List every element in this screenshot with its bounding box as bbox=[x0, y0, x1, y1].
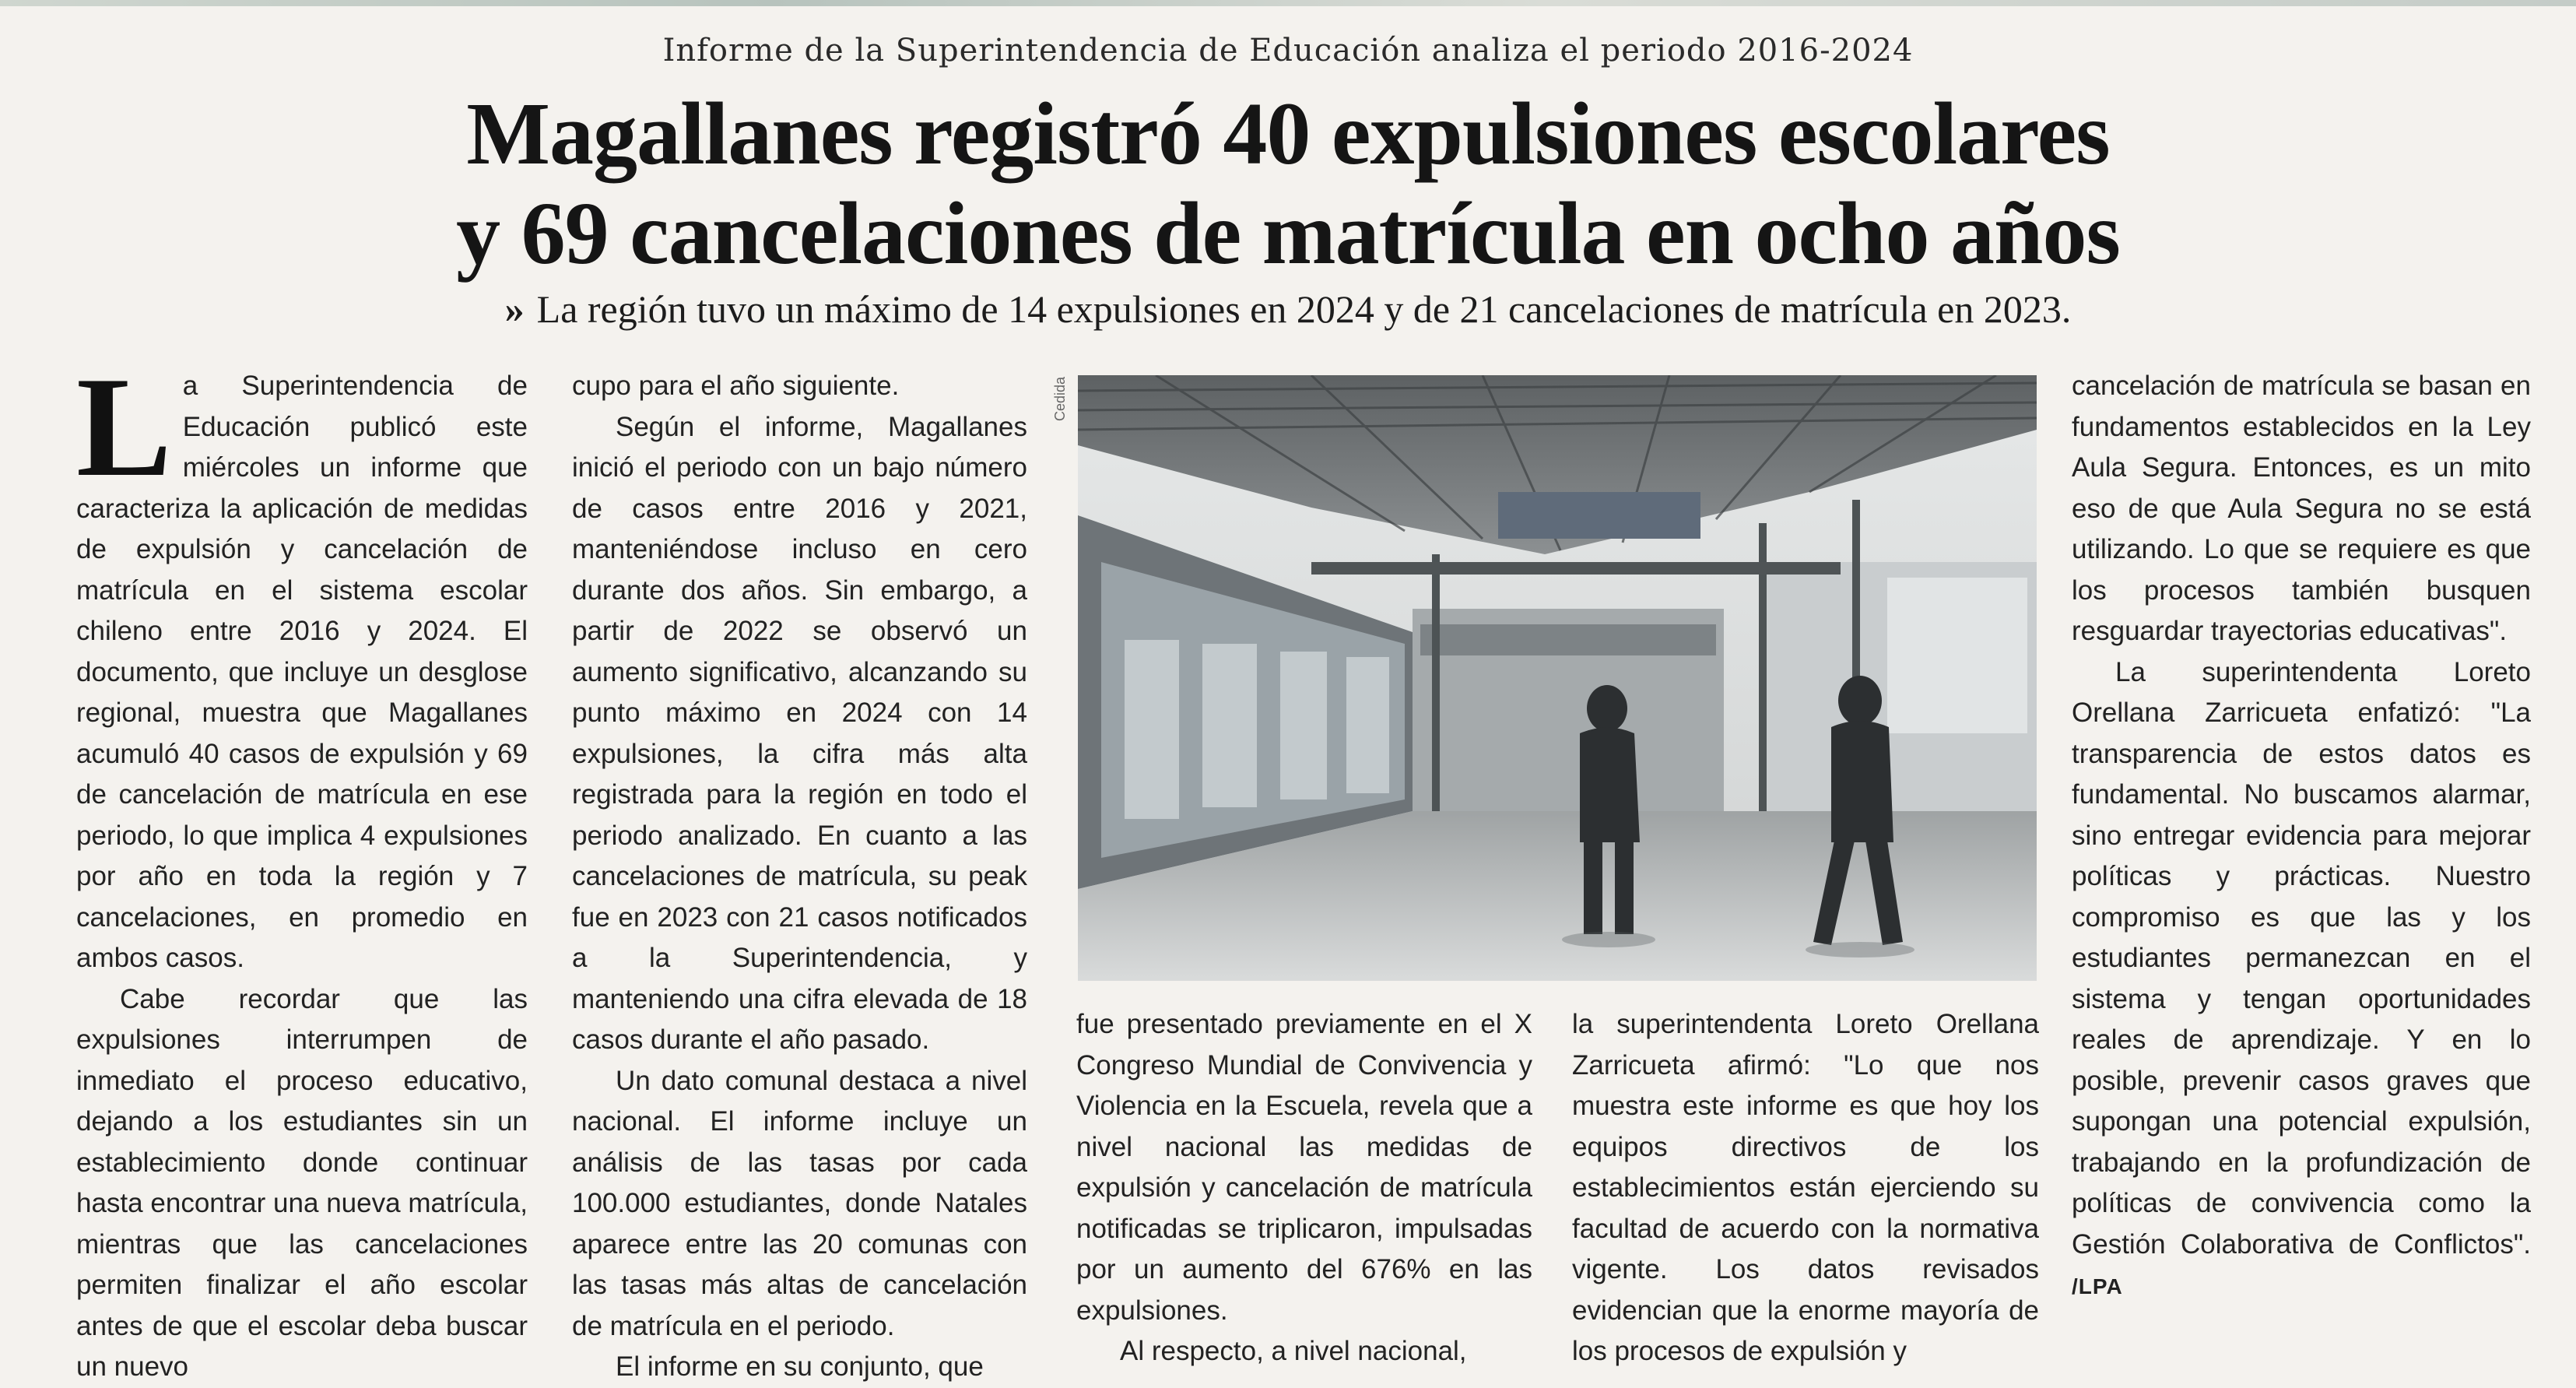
paragraph: cupo para el año siguiente. bbox=[572, 371, 900, 401]
body-column-2 bbox=[572, 366, 1027, 1382]
dropcap-letter: L bbox=[76, 347, 172, 506]
paragraph-text: La superintendenta Loreto Orellana Zarricueta enfatizó: "La transparencia de estos datos es fundamental. No buscamos alarmar, sino entregar evidencia para mejorar políticas y prácticas. Nuestro compromiso es que las y los estudiantes permanezcan en el sistema y tengan oportunidades reales de aprendizaje. Y en lo posible, prevenir casos graves que supongan una potencial expulsión, trabajando en la profundización de políticas de convivencia como la Gestión Colaborativa de Conflictos". bbox=[2072, 656, 2531, 1260]
paragraph: Según el informe, Magallanes inició el periodo con un bajo número de casos entre 2016 y 2021, manteniéndose incluso en cero durante dos años. Sin embargo, a partir de 2022 se observó un aumento significativo, alcanzando su punto máximo en 2024 con 14 expulsiones, la cifra más alta registrada para la región en todo el periodo analizado. En cuanto a las cancelaciones de matrícula, su peak fue en 2023 con 21 casos notificados a la Superintendencia, y manteniendo una cifra elevada de 18 casos durante el año pasado. bbox=[572, 411, 1027, 1055]
paragraph: Al respecto, a nivel nacional, bbox=[1120, 1336, 1467, 1366]
paragraph: cancelación de matrícula se basan en fundamentos establecidos en la Ley Aula Segura. Entonces, es un mito eso de que Aula Segura no se está utilizando. Lo que se requiere es que los procesos también busquen resguardar trayectorias educativas". bbox=[2072, 371, 2531, 646]
body-column-5 bbox=[2072, 366, 2531, 1370]
body-column-3 bbox=[1076, 1004, 1532, 1378]
headline-line-1: Magallanes registró 40 expulsiones escolares bbox=[466, 84, 2110, 183]
article-photo bbox=[1078, 375, 2037, 981]
deck-marker: » bbox=[504, 287, 525, 331]
top-color-strip bbox=[0, 0, 2576, 6]
body-column-1 bbox=[76, 347, 528, 1382]
deck-text: La región tuvo un máximo de 14 expulsiones en 2024 y de 21 cancelaciones de matrícula en 2023. bbox=[536, 287, 2072, 331]
body-column-4 bbox=[1572, 1004, 2039, 1378]
paragraph-text: a Superintendencia de Educación publicó este miércoles un informe que caracteriza la aplicación de medidas de expulsión y cancelación de matrícula en el sistema escolar chileno entre 2016 y 2024. El documento, que incluye un desglose regional, muestra que Magallanes acumuló 40 casos de expulsión y 69 de cancelación de matrícula en ese periodo, lo que implica 4 expulsiones por año en toda la región y 7 cancelaciones, en promedio en ambos casos. bbox=[76, 371, 528, 973]
paragraph: fue presentado previamente en el X Congreso Mundial de Convivencia y Violencia en la Escuela, revela que a nivel nacional las medidas de expulsión y cancelación de matrícula notificadas se triplicaron, impulsadas por un aumento del 676% en las expulsiones. bbox=[1076, 1009, 1532, 1326]
photo-credit: Cedida bbox=[1052, 377, 1068, 422]
article-kicker: Informe de la Superintendencia de Educación analiza el periodo 2016-2024 bbox=[662, 33, 1914, 69]
school-courtyard-photo bbox=[1078, 375, 2037, 981]
headline-line-2: y 69 cancelaciones de matrícula en ocho años bbox=[456, 184, 2120, 283]
paragraph: Un dato comunal destaca a nivel nacional. El informe incluye un análisis de las tasas por cada 100.000 estudiantes, donde Natales aparece entre las 20 comunas con las tasas más altas de cancelación de matrícula en el periodo. bbox=[572, 1065, 1027, 1341]
author-signature: /LPA bbox=[2072, 1274, 2123, 1298]
article-headline bbox=[0, 84, 2576, 283]
article-deck bbox=[0, 286, 2576, 332]
paragraph: la superintendenta Loreto Orellana Zarricueta afirmó: "Lo que nos muestra este informe es que hoy los equipos directivos de los establecimientos están ejerciendo su facultad de acuerdo con la normativa vigente. Los datos revisados evidencian que la enorme mayoría de los procesos de expulsión y bbox=[1572, 1009, 2039, 1366]
paragraph bbox=[2072, 652, 2531, 1308]
paragraph: Cabe recordar que las expulsiones interrumpen de inmediato el proceso educativo, dejando a los estudiantes sin un establecimiento donde continuar hasta encontrar una nueva matrícula, mientras que las cancelaciones permiten finalizar el año escolar antes de que el escolar deba buscar un nuevo bbox=[76, 983, 528, 1382]
paragraph: El informe en su conjunto, que bbox=[616, 1351, 984, 1382]
paragraph bbox=[76, 347, 528, 979]
